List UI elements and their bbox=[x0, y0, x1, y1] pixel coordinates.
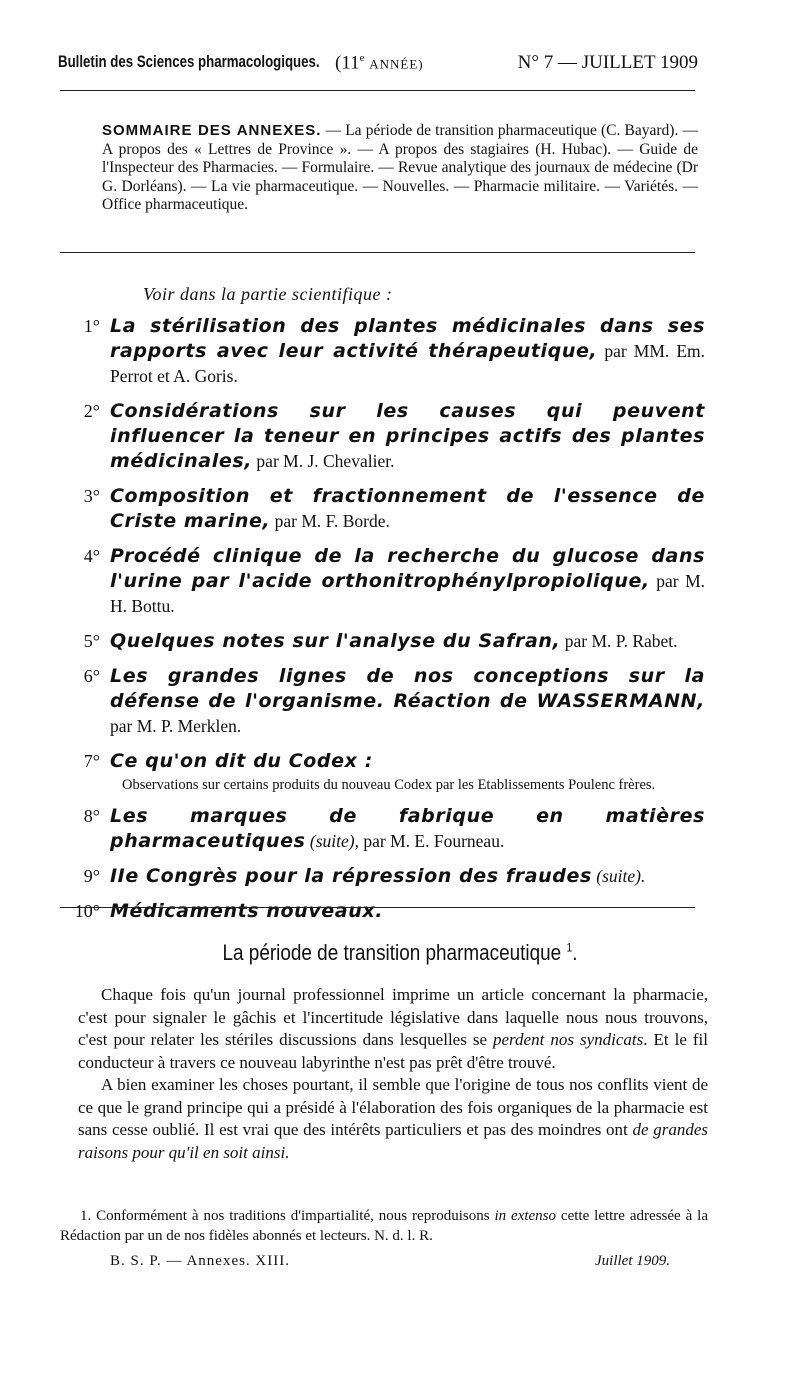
item-author: par M. J. Chevalier. bbox=[252, 451, 395, 471]
item-subtitle: Observations sur certains produits du nouveau Codex par les Etablissements Poulenc frères. bbox=[122, 777, 656, 793]
sommaire-rule bbox=[60, 252, 695, 253]
list-item: 2° Considérations sur les causes qui peuvent influencer la teneur en principes actifs des plantes médicinales, par M. J. Chevalier. bbox=[83, 400, 705, 472]
list-item: 7° Ce qu'on dit du Codex : Observations sur certains produits du nouveau Codex par les Etablissements Poulenc frères. bbox=[60, 749, 705, 794]
header-rule bbox=[60, 90, 695, 91]
item-title: La stérilisation des plantes médicinales dans ses rapports avec leur activité thérapeutique, bbox=[110, 315, 705, 362]
item-title: Composition et fractionnement de l'essence de Criste marine, bbox=[110, 485, 705, 532]
item-title: Quelques notes sur l'analyse du Safran, bbox=[110, 630, 561, 652]
item-author: par M. H. Bottu. bbox=[110, 571, 706, 616]
item-suite: (suite). bbox=[591, 866, 646, 886]
year-label: (11e ANNÉE) bbox=[335, 52, 424, 74]
item-author: par M. F. Borde. bbox=[270, 511, 390, 531]
item-author: par M. P. Merklen. bbox=[110, 716, 242, 736]
list-item: 4° Procédé clinique de la recherche du glucose dans l'urine par l'acide orthonitrophénylpropiolique, par M. H. Bottu. bbox=[83, 545, 706, 616]
item-title: Les marques de fabrique en matières pharmaceutiques bbox=[110, 805, 705, 852]
item-title: Médicaments nouveaux. bbox=[110, 900, 384, 922]
contents-list bbox=[60, 314, 705, 934]
list-item: 3° Composition et fractionnement de l'essence de Criste marine, par M. F. Borde. bbox=[83, 485, 705, 532]
item-author: par M. P. Rabet. bbox=[560, 631, 678, 651]
item-author: par M. E. Fourneau. bbox=[359, 831, 505, 851]
footer-date: Juillet 1909. bbox=[595, 1253, 670, 1269]
paragraph: Chaque fois qu'un journal professionnel imprime un article concernant la pharmacie, c'est pour signaler le gâchis et l'incertitude législative dans laquelle nous nous trouvons, c'est pour relater les stériles discussions dans lesquelles se perdent nos syndicats. Et le fil conducteur à travers ce nouveau labyrinthe n'est pas prêt d'être trouvé. bbox=[78, 985, 709, 1072]
sommaire-text: — La période de transition pharmaceutique (C. Bayard). — A propos des « Lettres de Province ». — A propos des stagiaires (H. Hubac). — Guide de l'Inspecteur des Pharmacies. — Formulaire. — Revue analytique des journaux de médecine (Dr G. Dorléans). — La vie pharmaceutique. — Nouvelles. — Pharmacie militaire. — Variétés. — Office pharmaceutique. bbox=[102, 122, 699, 213]
item-title: Procédé clinique de la recherche du glucose dans l'urine par l'acide orthonitrophénylpropiolique, bbox=[110, 545, 705, 592]
item-suite: (suite), bbox=[305, 831, 359, 851]
list-item: 5° Quelques notes sur l'analyse du Safran, par M. P. Rabet. bbox=[83, 630, 678, 652]
item-title: IIe Congrès pour la répression des fraudes bbox=[110, 865, 592, 887]
paragraph: A bien examiner les choses pourtant, il semble que l'origine de tous nos conflits vient de ce que le grand principe qui a présidé à l'élaboration des fois organiques de la pharmacie est sans cesse oublié. Il est vrai que des intérêts particuliers et pas des moindres ont de grandes raisons pour qu'il en soit ainsi. bbox=[78, 1075, 708, 1162]
section-rule bbox=[60, 907, 695, 908]
item-title: Considérations sur les causes qui peuvent influencer la teneur en principes actifs des plantes médicinales, bbox=[110, 400, 705, 472]
journal-name: Bulletin des Sciences pharmacologiques. bbox=[58, 52, 320, 71]
list-item: 10° Médicaments nouveaux. bbox=[74, 900, 384, 922]
list-item: 1° La stérilisation des plantes médicinales dans ses rapports avec leur activité thérapeutique, par MM. Em. Perrot et A. Goris. bbox=[83, 315, 705, 386]
item-author: par MM. Em. Perrot et A. Goris. bbox=[110, 341, 705, 386]
voir-heading: Voir dans la partie scientifique : bbox=[143, 284, 393, 304]
issue-label: N° 7 — JUILLET 1909 bbox=[517, 52, 698, 73]
footnote: 1. Conformément à nos traditions d'impartialité, nous reproduisons in extenso cette lettre adressée à la Rédaction par un de nos fidèles abonnés et lecteurs. N. d. l. R. bbox=[60, 1208, 708, 1244]
sommaire-lead: SOMMAIRE DES ANNEXES. bbox=[102, 122, 322, 139]
list-item: 8° Les marques de fabrique en matières pharmaceutiques (suite), par M. E. Fourneau. bbox=[83, 805, 705, 852]
article-title: La période de transition pharmaceutique $^1$. bbox=[222, 940, 578, 965]
sommaire-block bbox=[102, 122, 698, 215]
article-body bbox=[78, 984, 708, 1164]
list-item: 9° IIe Congrès pour la répression des fraudes (suite). bbox=[83, 865, 646, 887]
item-title: Ce qu'on dit du Codex : bbox=[110, 750, 373, 772]
list-item: 6° Les grandes lignes de nos conceptions sur la défense de l'organisme. Réaction de WASSERMANN, par M. P. Merklen. bbox=[83, 665, 705, 736]
footer-signature: B. S. P. — Annexes. XIII. bbox=[110, 1253, 291, 1269]
item-title: Les grandes lignes de nos conceptions sur la défense de l'organisme. Réaction de WASSERMANN, bbox=[110, 665, 705, 712]
footnote-mark: 1 bbox=[566, 940, 573, 955]
page-header bbox=[58, 50, 698, 80]
